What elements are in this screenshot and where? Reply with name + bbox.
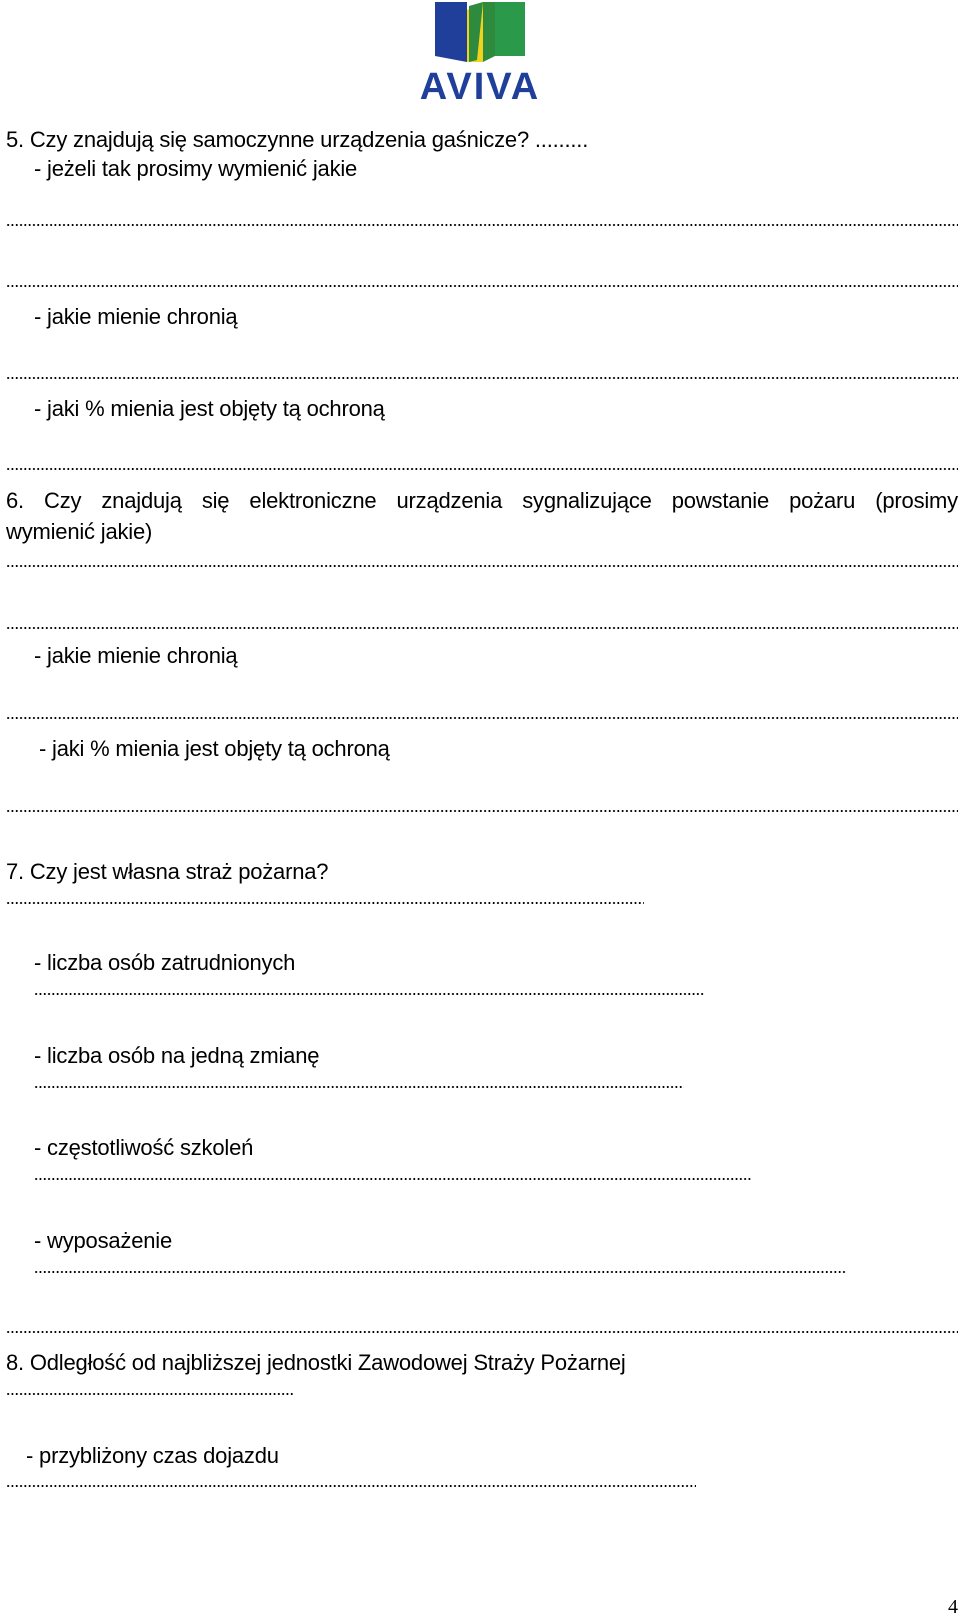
aviva-logo-text: AVIVA [419,66,541,108]
question-6-property-label: - jakie mienie chronią [34,643,238,668]
answer-line[interactable] [34,1086,684,1088]
question-7-training-label: - częstotliwość szkoleń [34,1135,254,1160]
answer-line[interactable] [6,1393,294,1395]
answer-line[interactable] [6,810,958,812]
answer-line[interactable] [34,1178,752,1180]
answer-line[interactable] [6,285,958,287]
answer-line[interactable] [34,993,704,995]
question-6-percent-label: - jaki % mienia jest objęty tą ochroną [39,736,390,761]
question-5-title: 5. Czy znajdują się samoczynne urządzenia gaśnicze? ......... [6,127,589,152]
question-7-per-shift-label: - liczba osób na jedną zmianę [34,1043,320,1068]
answer-line[interactable] [6,224,958,226]
question-7-title: 7. Czy jest własna straż pożarna? [6,859,329,884]
aviva-logo-mark [407,0,553,68]
answer-line[interactable] [6,565,958,567]
answer-line[interactable] [6,468,958,470]
question-6-title-line1: 6. Czy znajdują się elektroniczne urządzenia sygnalizujące powstanie pożaru (prosimy [6,488,958,513]
question-8-travel-time-label: - przybliżony czas dojazdu [26,1443,279,1468]
answer-line[interactable] [6,1485,696,1487]
answer-line[interactable] [6,1331,958,1333]
answer-line[interactable] [6,717,958,719]
answer-line[interactable] [6,627,958,629]
answer-line[interactable] [6,902,644,904]
question-7-employees-label: - liczba osób zatrudnionych [34,950,296,975]
question-5-percent-label: - jaki % mienia jest objęty tą ochroną [34,396,385,421]
question-6-title-line2: wymienić jakie) [6,519,153,544]
answer-line[interactable] [6,377,958,379]
question-7-equipment-label: - wyposażenie [34,1228,173,1253]
page-number: 4 [948,1596,958,1618]
question-5-list-label: - jeżeli tak prosimy wymienić jakie [34,156,358,181]
aviva-logo [407,0,553,108]
answer-line[interactable] [34,1271,846,1273]
question-8-title: 8. Odległość od najbliższej jednostki Zawodowej Straży Pożarnej [6,1350,626,1375]
question-5-property-label: - jakie mienie chronią [34,304,238,329]
